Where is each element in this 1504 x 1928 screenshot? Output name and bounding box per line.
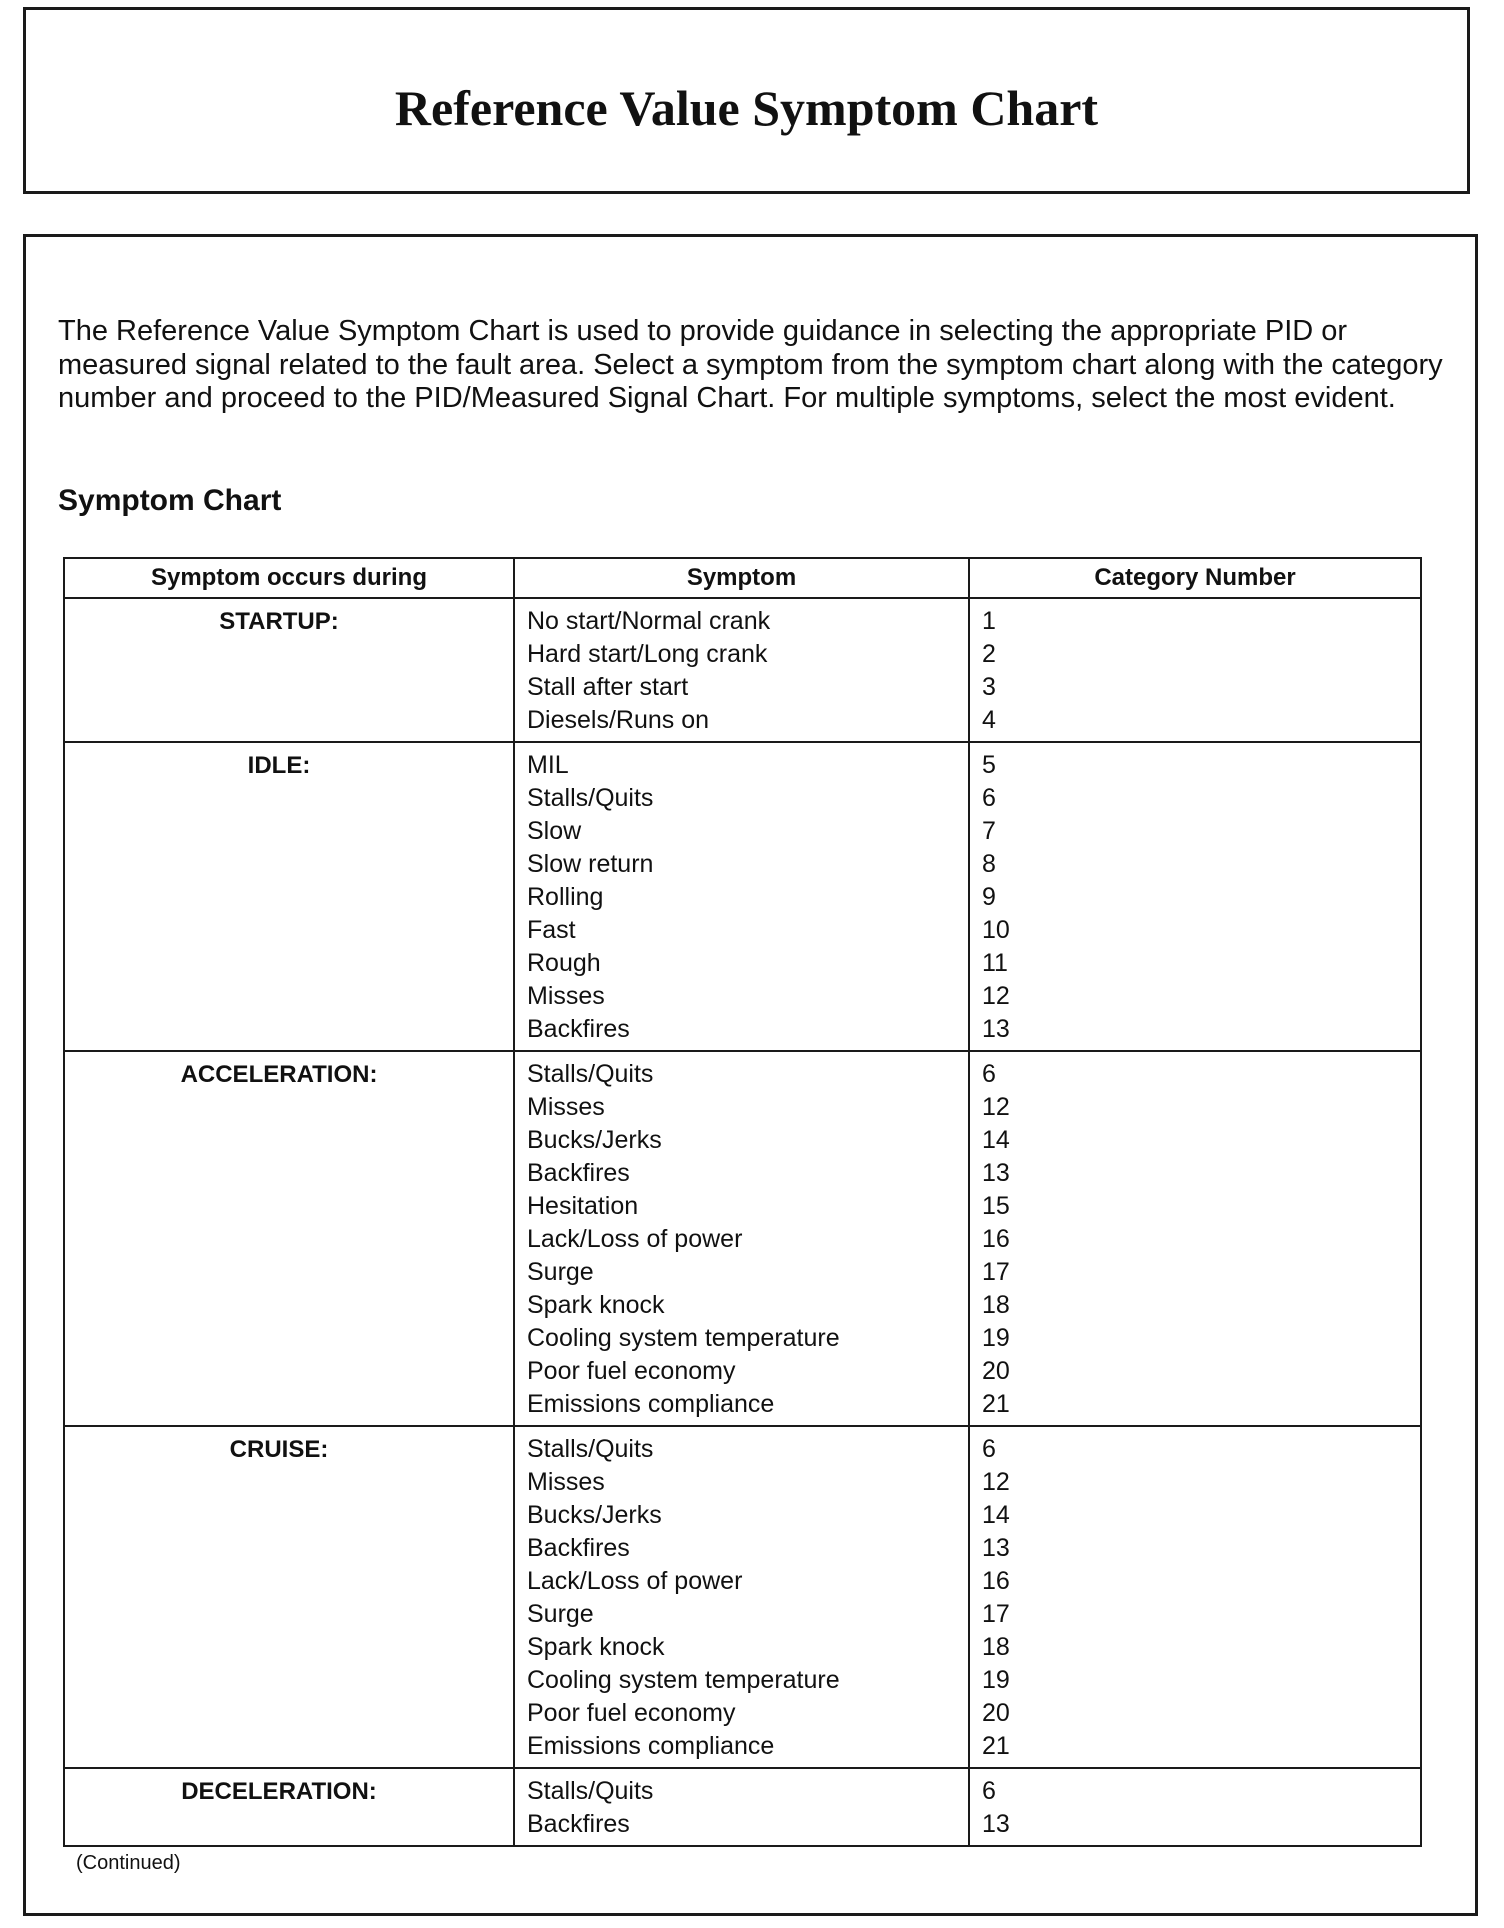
category-number-item: 20: [982, 1357, 1010, 1385]
symptom-list: [515, 1433, 968, 1763]
symptom-item: Backfires: [527, 1015, 630, 1043]
symptom-cell: [514, 598, 969, 742]
category-number-item: 16: [982, 1567, 1010, 1595]
header-symptom-occurs-during: Symptom occurs during: [64, 558, 514, 598]
symptom-item: Diesels/Runs on: [527, 706, 710, 734]
symptom-item: Bucks/Jerks: [527, 1501, 662, 1529]
symptom-cell: [514, 1051, 969, 1426]
category-number-item: 20: [982, 1699, 1010, 1727]
symptom-item: Lack/Loss of power: [527, 1567, 743, 1595]
symptom-item: Hesitation: [527, 1192, 639, 1220]
category-number-item: 1: [982, 607, 996, 635]
symptom-item: Backfires: [527, 1159, 630, 1187]
content-box: [23, 234, 1478, 1916]
category-number-item: 6: [982, 1777, 996, 1805]
category-number-item: 18: [982, 1291, 1010, 1319]
category-number-item: 12: [982, 982, 1010, 1010]
symptom-item: Rolling: [527, 883, 604, 911]
category-number-item: 19: [982, 1324, 1010, 1352]
symptom-cell: [514, 742, 969, 1051]
symptom-item: Slow return: [527, 850, 654, 878]
category-number-item: 16: [982, 1225, 1010, 1253]
symptom-item: Spark knock: [527, 1291, 665, 1319]
symptom-cell: [514, 1768, 969, 1846]
table-group-row: [64, 1051, 1421, 1426]
symptom-list: [515, 749, 968, 1046]
category-number-cell: [969, 598, 1421, 742]
category-number-item: 21: [982, 1732, 1010, 1760]
symptom-list: [515, 1058, 968, 1421]
symptom-occurs-during-cell: CRUISE:: [64, 1426, 514, 1768]
category-number-cell: [969, 1051, 1421, 1426]
symptom-item: Backfires: [527, 1810, 630, 1838]
table-body: [64, 598, 1421, 1846]
category-number-item: 13: [982, 1534, 1010, 1562]
symptom-occurs-during-cell: STARTUP:: [64, 598, 514, 742]
category-number-item: 2: [982, 640, 996, 668]
symptom-item: Bucks/Jerks: [527, 1126, 662, 1154]
category-number-item: 11: [982, 949, 1008, 977]
symptom-item: Cooling system temperature: [527, 1666, 840, 1694]
symptom-item: Backfires: [527, 1534, 630, 1562]
intro-paragraph: The Reference Value Symptom Chart is used to provide guidance in selecting the appropriate PID or measured signal related to the fault area. Select a symptom from the symptom chart along with the category number and proceed to the PID/Measured Signal Chart. For multiple symptoms, select the most evident.: [58, 315, 1443, 414]
category-number-list: [970, 1775, 1420, 1841]
category-number-item: 12: [982, 1093, 1010, 1121]
symptom-item: Stalls/Quits: [527, 1060, 654, 1088]
symptom-item: Emissions compliance: [527, 1390, 775, 1418]
symptom-item: Stalls/Quits: [527, 1777, 654, 1805]
category-number-item: 7: [982, 817, 996, 845]
title-box: [23, 7, 1470, 194]
symptom-cell: [514, 1426, 969, 1768]
symptom-item: Cooling system temperature: [527, 1324, 840, 1352]
category-number-item: 8: [982, 850, 996, 878]
symptom-item: Spark knock: [527, 1633, 665, 1661]
category-number-item: 13: [982, 1810, 1010, 1838]
symptom-list: [515, 605, 968, 737]
symptom-occurs-during-cell: DECELERATION:: [64, 1768, 514, 1846]
symptom-occurs-during-cell: ACCELERATION:: [64, 1051, 514, 1426]
category-number-item: 14: [982, 1501, 1010, 1529]
symptom-item: Stalls/Quits: [527, 784, 654, 812]
symptom-item: Emissions compliance: [527, 1732, 775, 1760]
symptom-item: Poor fuel economy: [527, 1357, 736, 1385]
category-number-item: 10: [982, 916, 1010, 944]
category-number-item: 5: [982, 751, 996, 779]
category-number-item: 21: [982, 1390, 1010, 1418]
symptom-table: [63, 557, 1422, 1847]
section-heading: Symptom Chart: [58, 484, 282, 517]
symptom-item: Fast: [527, 916, 576, 944]
symptom-occurs-during-cell: IDLE:: [64, 742, 514, 1051]
symptom-item: Rough: [527, 949, 601, 977]
category-number-list: [970, 605, 1420, 737]
symptom-item: Slow: [527, 817, 582, 845]
symptom-item: Misses: [527, 982, 605, 1010]
category-number-list: [970, 749, 1420, 1046]
category-number-item: 13: [982, 1015, 1010, 1043]
table-group-row: [64, 598, 1421, 742]
table-header-row: [64, 558, 1421, 598]
category-number-item: 6: [982, 1060, 996, 1088]
symptom-item: Surge: [527, 1258, 594, 1286]
category-number-list: [970, 1058, 1420, 1421]
category-number-cell: [969, 1426, 1421, 1768]
symptom-item: MIL: [527, 751, 569, 779]
category-number-item: 6: [982, 784, 996, 812]
category-number-item: 19: [982, 1666, 1010, 1694]
continued-note: (Continued): [76, 1852, 181, 1874]
table-header: [64, 558, 1421, 598]
symptom-item: Poor fuel economy: [527, 1699, 736, 1727]
category-number-item: 18: [982, 1633, 1010, 1661]
category-number-item: 6: [982, 1435, 996, 1463]
symptom-item: Lack/Loss of power: [527, 1225, 743, 1253]
table-group-row: [64, 742, 1421, 1051]
header-category-number: Category Number: [969, 558, 1421, 598]
category-number-item: 17: [982, 1600, 1010, 1628]
category-number-item: 17: [982, 1258, 1010, 1286]
category-number-cell: [969, 1768, 1421, 1846]
category-number-item: 12: [982, 1468, 1010, 1496]
category-number-item: 4: [982, 706, 996, 734]
table-group-row: [64, 1768, 1421, 1846]
table-group-row: [64, 1426, 1421, 1768]
symptom-item: Surge: [527, 1600, 594, 1628]
symptom-item: Misses: [527, 1468, 605, 1496]
category-number-item: 3: [982, 673, 996, 701]
category-number-cell: [969, 742, 1421, 1051]
symptom-item: Misses: [527, 1093, 605, 1121]
category-number-list: [970, 1433, 1420, 1763]
header-symptom: Symptom: [514, 558, 969, 598]
symptom-item: Stall after start: [527, 673, 689, 701]
symptom-item: Stalls/Quits: [527, 1435, 654, 1463]
symptom-list: [515, 1775, 968, 1841]
category-number-item: 14: [982, 1126, 1010, 1154]
page-title: Reference Value Symptom Chart: [394, 80, 1099, 136]
category-number-item: 15: [982, 1192, 1010, 1220]
category-number-item: 13: [982, 1159, 1010, 1187]
symptom-item: Hard start/Long crank: [527, 640, 768, 668]
symptom-item: No start/Normal crank: [527, 607, 771, 635]
category-number-item: 9: [982, 883, 996, 911]
